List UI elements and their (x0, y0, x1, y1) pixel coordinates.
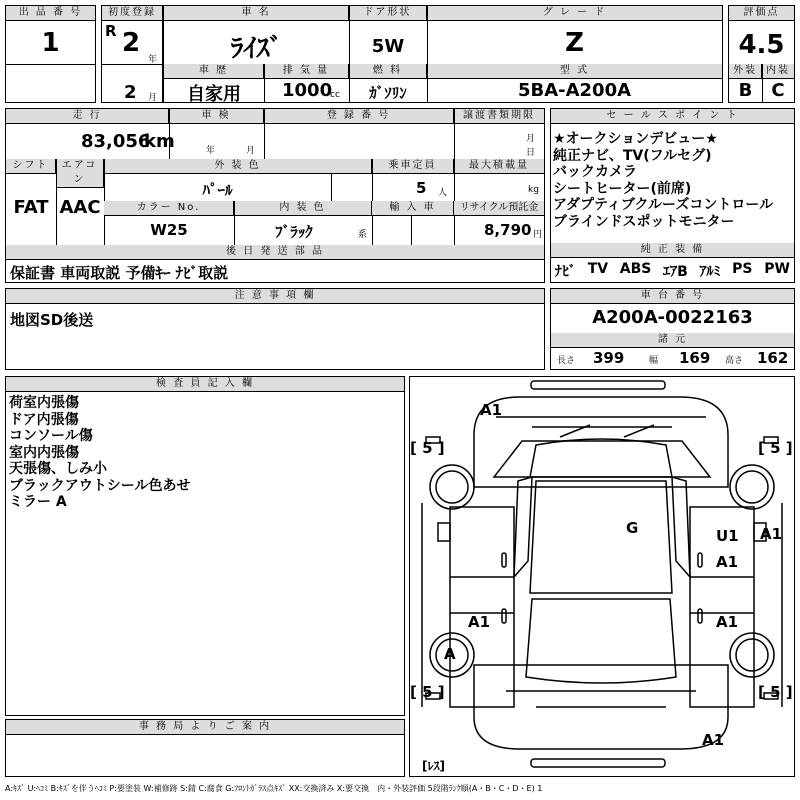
transfer-month-unit: 月 (526, 134, 536, 144)
import-label: 輸 入 車 (372, 201, 454, 216)
notes-box (5, 288, 545, 370)
lot-number-label: 出 品 番 号 (6, 6, 95, 21)
score-label: 評価点 (729, 6, 794, 21)
interior-grade: C (771, 80, 785, 101)
score-box (728, 5, 795, 103)
roof-mark: G (626, 519, 639, 537)
left-rear-door-mark: A1 (468, 613, 491, 631)
equipment-item: PS (732, 261, 753, 277)
equipment-item: TV (587, 261, 609, 277)
shift: FAT (13, 197, 49, 218)
inspector-note: 室内内張傷 (9, 444, 79, 461)
inspector-note: ミラー A (9, 494, 67, 510)
length: 399 (593, 349, 625, 367)
equipment-item: ｱﾙﾐ (699, 264, 721, 280)
right-front-door-mark: A1 (716, 553, 739, 571)
chassis-box (550, 288, 795, 370)
fuel: ｶﾞｿﾘﾝ (369, 84, 407, 102)
inspection-month-unit: 月 (246, 146, 256, 156)
mileage: 83,056 (81, 131, 151, 152)
model-code-label: 型 式 (427, 64, 722, 79)
tire-rear-right: [ 5 ] (758, 683, 793, 701)
model-code: 5BA-A200A (517, 80, 632, 101)
tire-front-left: [ 5 ] (410, 439, 445, 457)
equipment-item: ABS (619, 261, 652, 277)
office-box (5, 719, 405, 777)
mileage-unit: km (144, 131, 175, 152)
sales-points-list (553, 131, 773, 230)
spare-tire-mark: [ﾚｽ] (422, 759, 445, 773)
interior-label: 内装 (762, 64, 794, 79)
inspector-box (5, 376, 405, 716)
inspector-notes-list (9, 395, 190, 511)
exterior-label: 外装 (729, 64, 762, 79)
color-no-label: カラー No. (104, 201, 234, 216)
office-label: 事 務 局 よ り ご 案 内 (6, 720, 404, 735)
first-registration-box (101, 5, 163, 103)
inspection-label: 車 検 (169, 109, 264, 124)
car-body-diagram (410, 377, 794, 776)
ext-color: ﾊﾟｰﾙ (202, 181, 233, 199)
int-color-unit: 系 (358, 230, 368, 240)
specs-label: 諸 元 (551, 333, 794, 348)
inspector-note: 荷室内張傷 (9, 395, 79, 411)
equipment-list (555, 261, 790, 281)
ext-color-label: 外 装 色 (104, 159, 372, 174)
inspector-note: コンソール傷 (9, 428, 93, 444)
aircon-label: エアコン (56, 159, 104, 188)
sales-points-label: セ ー ル ス ポ イ ン ト (551, 109, 794, 124)
left-rear-wheel-mark: A (444, 645, 456, 663)
transfer-day-unit: 日 (526, 148, 536, 158)
car-name: ﾗｲｽﾞ (230, 34, 283, 64)
registration-no-label: 登 録 番 号 (264, 109, 454, 124)
right-mirror-mark: U1 (716, 527, 739, 545)
int-color-label: 内 装 色 (234, 201, 372, 216)
displacement: 1000 (282, 80, 333, 101)
grade: Z (565, 28, 584, 58)
sales-point: アダプティブクルーズコントロール (553, 197, 774, 213)
tire-rear-left: [ 5 ] (410, 683, 445, 701)
height-label: 高さ (725, 356, 744, 366)
height: 162 (757, 349, 789, 367)
recycle-unit: 円 (533, 230, 543, 240)
inspector-label: 検 査 員 記 入 欄 (6, 377, 404, 392)
rear-bumper-mark: A1 (702, 731, 725, 749)
displacement-unit: cc (330, 90, 340, 100)
right-front-fender-mark: A1 (760, 525, 783, 543)
sales-point: バックカメラ (553, 164, 637, 180)
inspector-note: 天張傷、しみ小 (9, 461, 107, 477)
capacity-unit: 人 (438, 188, 448, 198)
inspector-note: ドア内張傷 (9, 411, 79, 428)
history: 自家用 (187, 84, 241, 105)
inspector-note: ブラックアウトシール色あせ (9, 477, 191, 494)
lot-number: 1 (41, 28, 60, 58)
notes: 地図SD後送 (10, 311, 94, 329)
max-load-label: 最大積載量 (454, 159, 544, 174)
color-no: W25 (150, 221, 188, 239)
grade-label: グ レ ー ド (427, 6, 722, 21)
capacity-label: 乗車定員 (372, 159, 454, 174)
sales-point: ★オークションデビュー★ (553, 131, 718, 147)
door-type-label: ドア形状 (349, 6, 427, 21)
max-load-unit: kg (528, 185, 539, 195)
car-info-box (163, 5, 723, 103)
right-rear-door-mark: A1 (716, 613, 739, 631)
lot-number-box (5, 5, 96, 103)
equipment-item: ﾅﾋﾞ (555, 264, 576, 280)
front-bumper-mark: A1 (480, 401, 503, 419)
details-box (5, 108, 545, 260)
inspection-year-unit: 年 (206, 146, 216, 156)
equipment-item: PW (764, 261, 790, 277)
score: 4.5 (738, 30, 785, 60)
first-registration-label: 初度登録 (102, 6, 162, 21)
exterior-grade: B (738, 80, 753, 101)
mileage-label: 走 行 (6, 109, 169, 124)
notes-label: 注 意 事 項 欄 (6, 289, 544, 304)
length-label: 長さ (557, 356, 576, 366)
recycle-amount: 8,790 (484, 221, 532, 239)
int-color: ﾌﾞﾗｯｸ (275, 223, 313, 241)
equipment-item: ｴｱB (663, 264, 688, 280)
displacement-label: 排 気 量 (264, 64, 349, 79)
equipment-label: 純 正 装 備 (551, 243, 794, 258)
history-label: 車 歴 (164, 64, 264, 79)
tire-front-right: [ 5 ] (758, 439, 793, 457)
recycle-label: リサイクル預託金 (454, 201, 544, 216)
later-parts-box (5, 259, 545, 283)
sales-point: 純正ナビ、TV(フルセグ) (553, 147, 712, 164)
era: R (105, 22, 117, 40)
car-name-label: 車 名 (164, 6, 349, 21)
first-reg-year: 2 (122, 28, 141, 58)
car-diagram-box (409, 376, 795, 777)
later-parts-label: 後 日 発 送 部 品 (6, 245, 544, 259)
sales-points-box (550, 108, 795, 283)
door-type: 5W (371, 36, 405, 57)
fuel-label: 燃 料 (349, 64, 427, 79)
later-parts: 保証書 車両取説 予備ｷｰ ﾅﾋﾞ取説 (10, 264, 229, 282)
aircon: AAC (59, 197, 101, 218)
sales-point: シートヒーター(前席) (553, 180, 692, 197)
chassis-no: A200A-0022163 (592, 307, 753, 328)
month-unit: 月 (148, 93, 158, 103)
first-reg-month: 2 (124, 82, 137, 103)
year-unit: 年 (148, 55, 158, 65)
width: 169 (679, 349, 711, 367)
chassis-no-label: 車 台 番 号 (551, 289, 794, 304)
shift-label: シフト (6, 159, 56, 174)
capacity: 5 (416, 179, 427, 197)
width-label: 幅 (649, 356, 659, 366)
sales-point: ブラインドスポットモニター (553, 213, 735, 230)
transfer-deadline-label: 譲渡書類期限 (454, 109, 544, 124)
footer-legend: A:ｷｽﾞ U:ﾍｺﾐ B:ｷｽﾞを伴うﾍｺﾐ P:要塗装 W:補修跡 S:錆 C:腐食 G:ﾌﾛﾝﾄｶﾞﾗｽ点ｷｽﾞ XX:交換済み X:要交換 内・外装評価 5段階ﾗﾝｸ順(A・B・C・D・E) 1 (5, 784, 543, 793)
